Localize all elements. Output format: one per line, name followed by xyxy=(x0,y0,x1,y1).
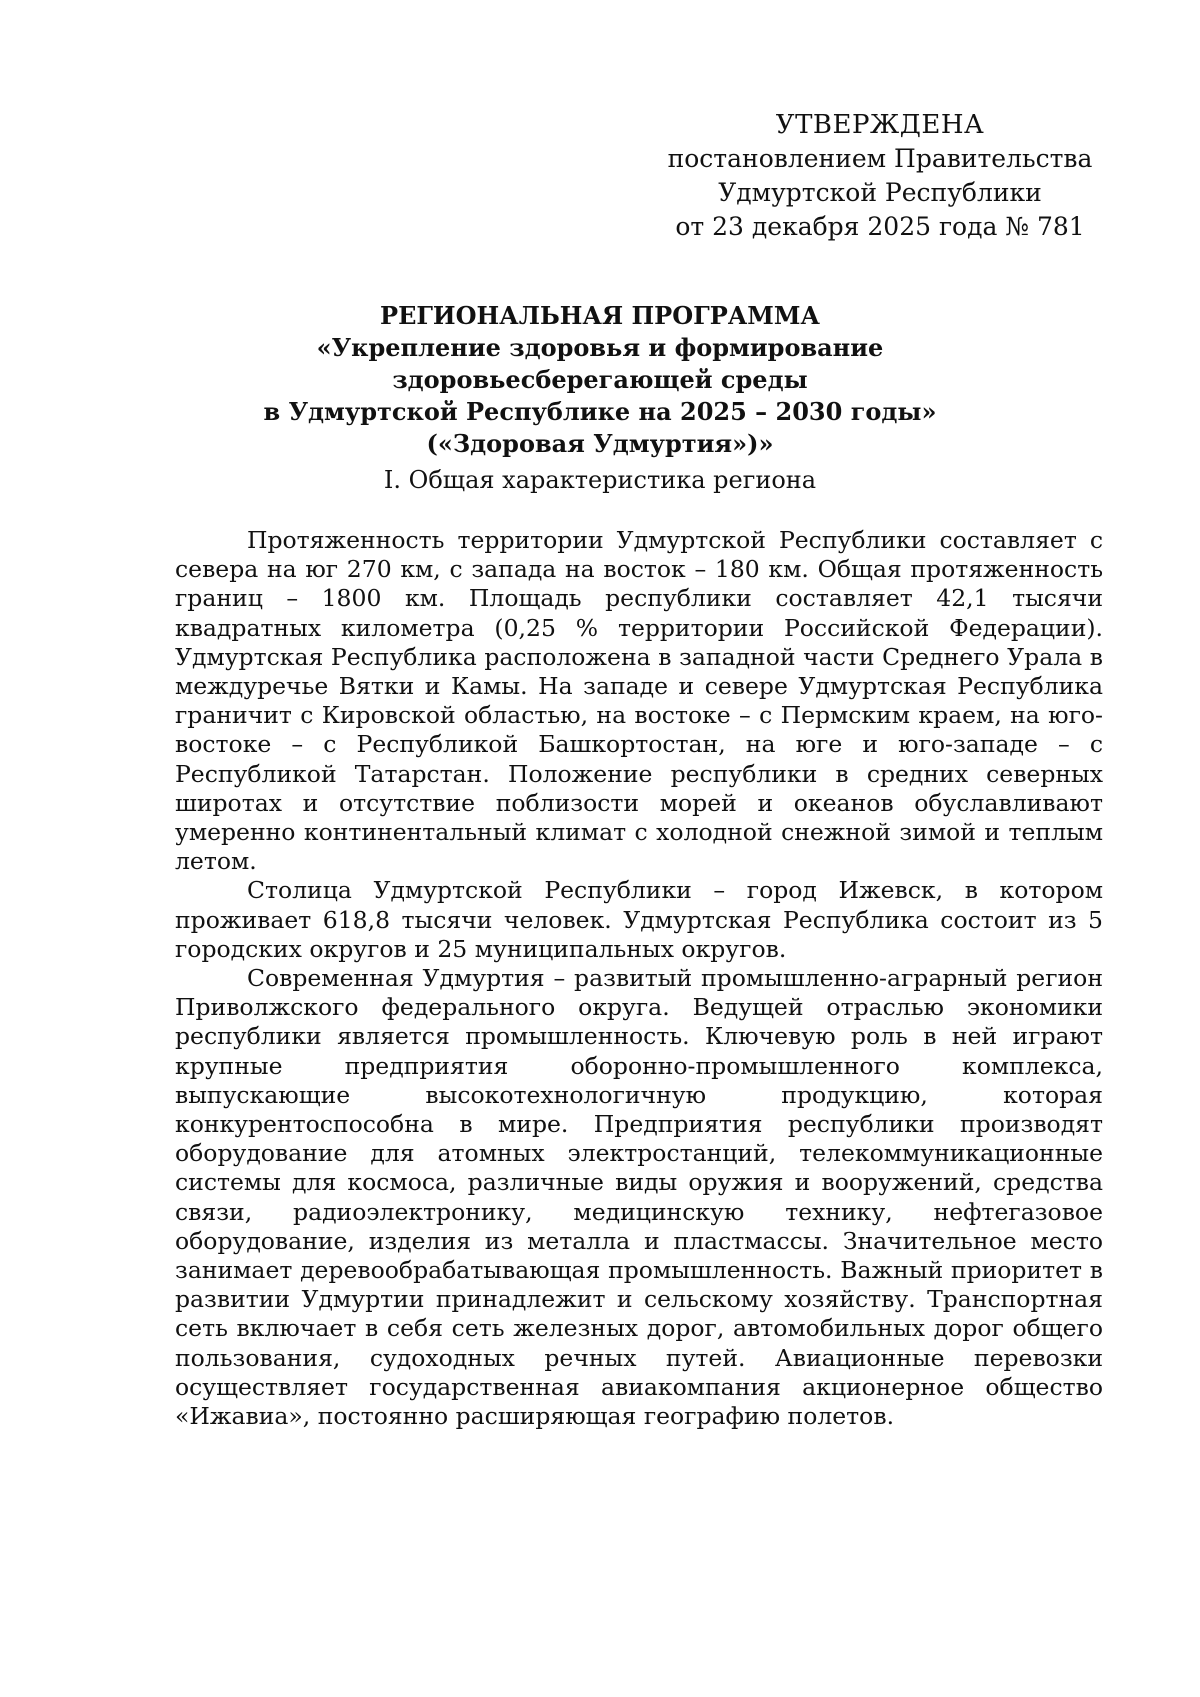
program-name-line-2: в Удмуртской Республике на 2025 – 2030 годы» xyxy=(263,397,937,426)
paragraph-1: Протяженность территории Удмуртской Республики составляет с севера на юг 270 км, с запада на восток – 180 км. Общая протяженность границ – 1800 км. Площадь республики составляет 42,1 тысячи квадратных километра (0,25 % территории Российской Федерации). Удмуртская Республика расположена в западной части Среднего Урала в междуречье Вятки и Камы. На западе и севере Удмуртская Республика граничит с Кировской областью, на востоке – с Пермским краем, на юго-востоке – с Республикой Башкортостан, на юге и юго-западе – с Республикой Татарстан. Положение республики в средних северных широтах и отсутствие поблизости морей и океанов обуславливают умеренно континентальный климат с холодной снежной зимой и теплым летом. xyxy=(175,526,1103,876)
approval-title: УТВЕРЖДЕНА xyxy=(775,110,985,140)
program-name-line-1: «Укрепление здоровья и формирование здоровьесберегающей среды xyxy=(316,333,884,394)
section-heading: I. Общая характеристика региона xyxy=(383,466,817,494)
approval-line-1: постановлением Правительства xyxy=(667,144,1093,173)
program-title xyxy=(160,300,1040,460)
paragraph-3: Современная Удмуртия – развитый промышленно-аграрный регион Приволжского федерального округа. Ведущей отраслью экономики республики является промышленность. Ключевую роль в ней играют крупные предприятия оборонно-промышленного комплекса, выпускающие высокотехнологичную продукцию, которая конкурентоспособна в мире. Предприятия республики производят оборудование для атомных электростанций, телекоммуникационные системы для космоса, различные виды оружия и вооружений, средства связи, радиоэлектронику, медицинскую технику, нефтегазовое оборудование, изделия из металла и пластмассы. Значительное место занимает деревообрабатывающая промышленность. Важный приоритет в развитии Удмуртии принадлежит и сельскому хозяйству. Транспортная сеть включает в себя сеть железных дорог, автомобильных дорог общего пользования, судоходных речных путей. Авиационные перевозки осуществляет государственная авиакомпания акционерное общество «Ижавиа», постоянно расширяющая географию полетов. xyxy=(175,964,1103,1431)
program-name-line-3: («Здоровая Удмуртия»)» xyxy=(426,429,774,458)
approval-line-2: Удмуртской Республики xyxy=(718,178,1042,207)
program-heading: РЕГИОНАЛЬНАЯ ПРОГРАММА xyxy=(380,301,820,330)
approval-stamp xyxy=(630,108,1130,244)
approval-line-3: от 23 декабря 2025 года № 781 xyxy=(675,212,1085,241)
paragraph-2: Столица Удмуртской Республики – город Ижевск, в котором проживает 618,8 тысячи человек. Удмуртская Республика состоит из 5 городских округов и 25 муниципальных округов. xyxy=(175,876,1103,963)
body-text xyxy=(175,526,1103,1431)
